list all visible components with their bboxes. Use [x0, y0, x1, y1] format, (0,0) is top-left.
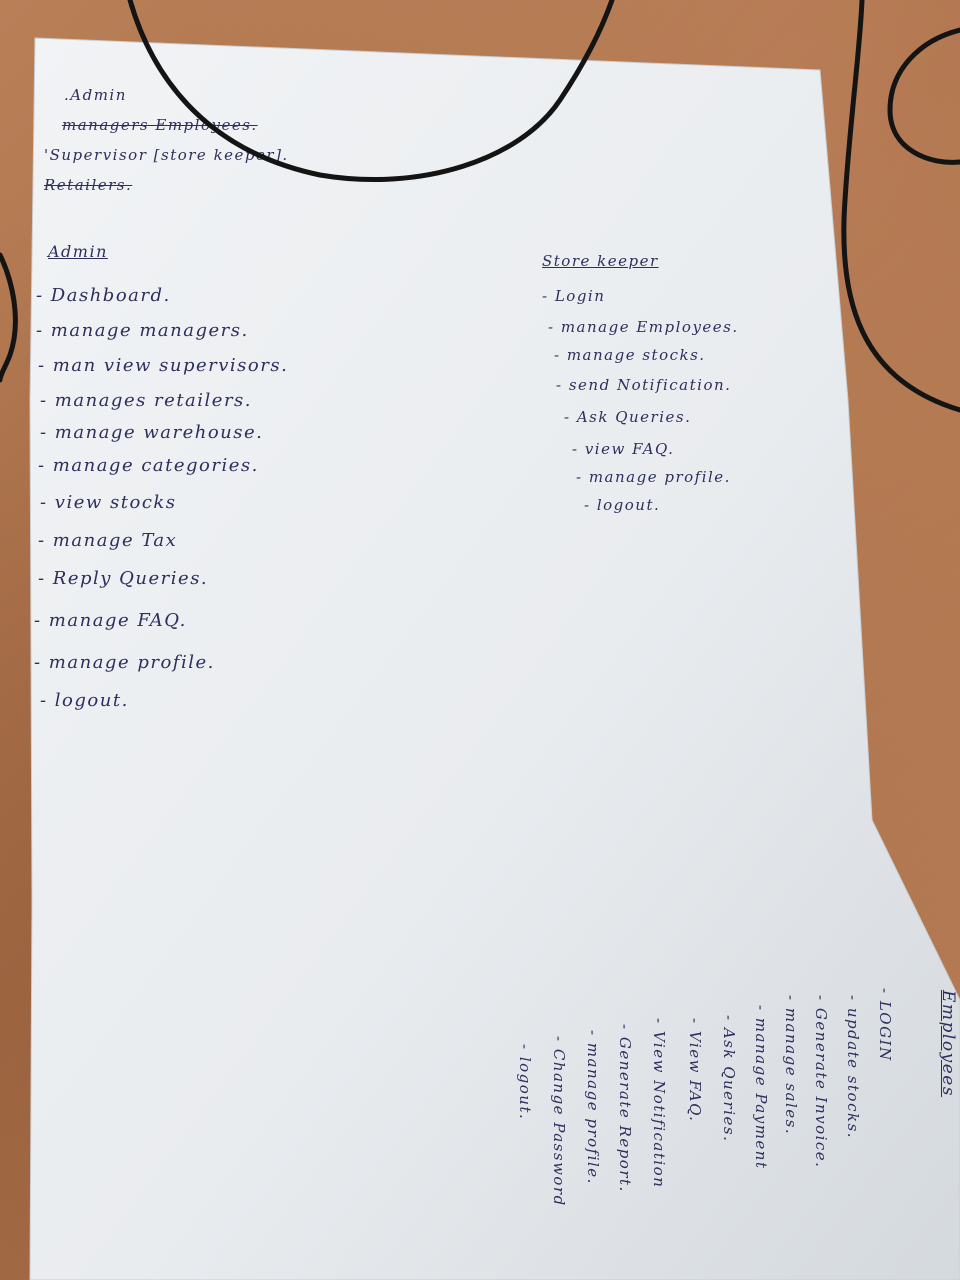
store-keeper-item: - view FAQ.	[572, 440, 675, 458]
employees-item: - Change Password	[550, 1036, 568, 1207]
store-keeper-item: - logout.	[584, 496, 661, 514]
store-keeper-heading: Store keeper	[542, 252, 659, 270]
admin-item: - manage categories.	[38, 455, 259, 476]
note-line: managers Employees.	[62, 116, 258, 134]
admin-item: - Reply Queries.	[38, 568, 209, 589]
admin-heading: Admin	[48, 242, 108, 261]
employees-item: - logout.	[516, 1044, 534, 1121]
admin-item: - man view supervisors.	[38, 355, 289, 376]
admin-item: - manage warehouse.	[40, 422, 264, 443]
admin-item: - manage Tax	[38, 530, 178, 551]
employees-heading: Employees	[938, 990, 958, 1098]
admin-item: - manage managers.	[36, 320, 249, 341]
store-keeper-item: - Login	[542, 287, 606, 305]
note-line: Retailers.	[44, 176, 133, 194]
employees-item: - Ask Queries.	[720, 1015, 738, 1143]
admin-item: - manage profile.	[34, 652, 215, 673]
admin-item: - manage FAQ.	[34, 610, 187, 631]
employees-item: - manage profile.	[584, 1030, 602, 1185]
note-line: 'Supervisor [store keeper].	[44, 146, 289, 164]
store-keeper-item: - manage profile.	[576, 468, 731, 486]
employees-item: - LOGIN	[876, 988, 894, 1062]
admin-item: - view stocks	[40, 492, 177, 513]
employees-item: - manage Payment	[752, 1005, 770, 1170]
store-keeper-item: - manage stocks.	[554, 346, 706, 364]
employees-item: - View Notification	[650, 1018, 668, 1189]
store-keeper-item: - send Notification.	[556, 376, 732, 394]
note-line: .Admin	[64, 86, 127, 104]
employees-item: - Generate Report.	[616, 1024, 634, 1193]
admin-item: - Dashboard.	[36, 285, 171, 306]
store-keeper-item: - manage Employees.	[548, 318, 739, 336]
employees-item: - manage sales.	[782, 995, 800, 1136]
employees-item: - Generate Invoice.	[812, 995, 830, 1169]
store-keeper-item: - Ask Queries.	[564, 408, 692, 426]
employees-item: - View FAQ.	[686, 1018, 704, 1123]
admin-item: - logout.	[40, 690, 129, 711]
employees-item: - update stocks.	[844, 995, 862, 1140]
admin-item: - manages retailers.	[40, 390, 253, 411]
